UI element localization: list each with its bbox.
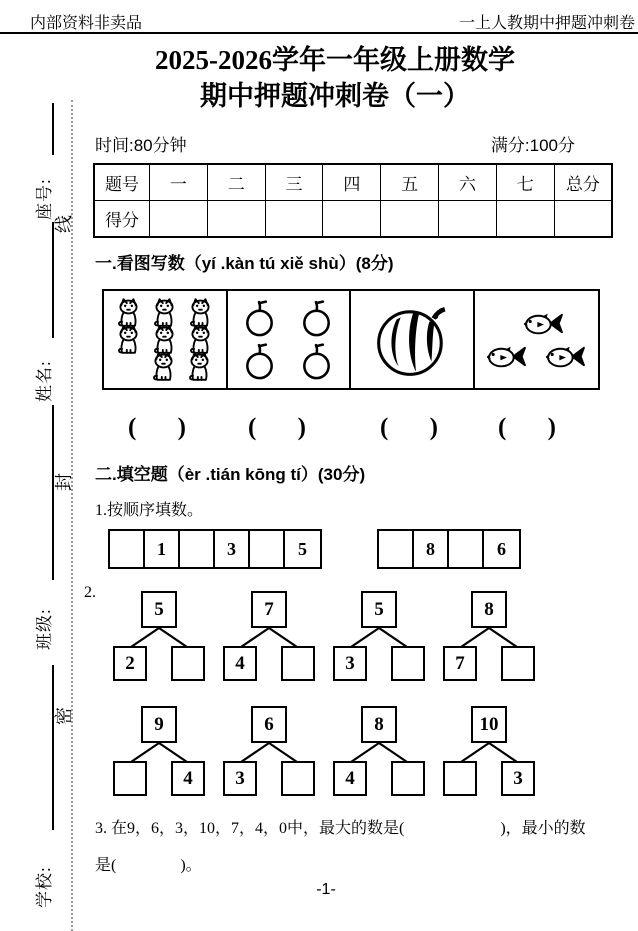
seal-char-xian: 线 bbox=[54, 215, 74, 233]
bond-box-filled: 3 bbox=[333, 646, 367, 681]
question3-line1: 3. 在9，6，3，10，7，4，0中，最大的数是( )，最小的数 bbox=[95, 820, 586, 837]
bond-box-filled: 8 bbox=[471, 591, 507, 628]
class-label: 班级: bbox=[35, 608, 54, 650]
bond-box-filled: 8 bbox=[361, 706, 397, 743]
score-cell bbox=[381, 201, 439, 238]
header-rule bbox=[0, 32, 638, 34]
seal-blank-line bbox=[52, 222, 54, 338]
paper-title-line2: 期中押题冲刺卷（一） bbox=[200, 81, 470, 111]
seal-blank-line bbox=[52, 103, 54, 155]
strip-cell-blank bbox=[379, 531, 414, 567]
apple-icon bbox=[300, 343, 333, 380]
strip-cell-filled: 6 bbox=[497, 538, 506, 559]
cat-icon bbox=[186, 351, 213, 382]
paren-close: ) bbox=[297, 414, 306, 441]
score-cell bbox=[265, 201, 323, 238]
bond-box-filled: 2 bbox=[113, 646, 147, 681]
question-number-cell: 二 bbox=[207, 164, 265, 201]
header-right-text: 一上人教期中押题冲刺卷 bbox=[458, 15, 635, 32]
paren-open: ( bbox=[498, 414, 507, 441]
paper-title-line1: 2025-2026学年一年级上册数学 bbox=[155, 45, 515, 75]
fish-icon bbox=[544, 342, 587, 371]
score-cell bbox=[439, 201, 497, 238]
bond-box-blank bbox=[113, 761, 147, 796]
picture-cell-fish bbox=[475, 291, 599, 388]
number-strip-2 bbox=[377, 529, 521, 569]
score-cell bbox=[554, 201, 612, 238]
answer-parentheses bbox=[380, 414, 438, 442]
score-cell bbox=[150, 201, 208, 238]
answer-parentheses bbox=[128, 414, 186, 442]
bond-box-blank bbox=[281, 646, 315, 681]
number-bond-row-2 bbox=[113, 706, 535, 796]
fish-row bbox=[475, 342, 599, 371]
strip-cell-blank bbox=[449, 531, 484, 567]
strip-cell-filled: 1 bbox=[145, 531, 180, 567]
apple-icon bbox=[243, 300, 276, 337]
number-bond-row-1 bbox=[113, 591, 535, 681]
cat-row bbox=[104, 351, 226, 382]
fish-icon bbox=[522, 309, 565, 338]
bond-box-blank bbox=[501, 646, 535, 681]
page-number: -1- bbox=[316, 881, 336, 898]
question1-label: 1.按顺序填数。 bbox=[95, 502, 204, 519]
bond-box-filled: 3 bbox=[501, 761, 535, 796]
seal-char-mi: 密 bbox=[54, 707, 74, 725]
fish-icon bbox=[485, 342, 528, 371]
bond-box-filled: 4 bbox=[333, 761, 367, 796]
strip-cell-blank bbox=[180, 531, 215, 567]
number-bond bbox=[333, 706, 425, 796]
fish-row bbox=[475, 309, 599, 338]
apple-row bbox=[228, 343, 350, 380]
picture-grid bbox=[102, 289, 600, 390]
question-number-cell: 五 bbox=[381, 164, 439, 201]
table-row-label: 题号 bbox=[94, 164, 150, 201]
question2-label: 2. bbox=[84, 584, 96, 601]
bond-box-blank bbox=[171, 646, 205, 681]
name-label: 姓名: bbox=[35, 360, 54, 402]
score-cell bbox=[207, 201, 265, 238]
full-score-text: 满分:100分 bbox=[490, 136, 575, 155]
meta-row bbox=[95, 131, 575, 156]
seal-blank-line bbox=[52, 405, 54, 580]
number-bond bbox=[113, 706, 205, 796]
time-limit-text: 时间:80分钟 bbox=[95, 136, 187, 155]
picture-cell-cats bbox=[104, 291, 228, 388]
question3-text bbox=[95, 810, 585, 884]
score-table bbox=[93, 163, 613, 238]
paren-close: ) bbox=[547, 414, 556, 441]
bond-box-blank bbox=[391, 761, 425, 796]
header-left-text: 内部资料非卖品 bbox=[30, 15, 143, 32]
question-number-cell: 三 bbox=[265, 164, 323, 201]
paper-title bbox=[95, 42, 575, 114]
number-bond bbox=[223, 591, 315, 681]
bond-box-blank bbox=[281, 761, 315, 796]
paren-close: ) bbox=[177, 414, 186, 441]
seat-number-label: 座号: bbox=[35, 178, 54, 220]
number-bond bbox=[113, 591, 205, 681]
strip-cell-filled: 8 bbox=[414, 531, 449, 567]
cat-icon bbox=[150, 351, 177, 382]
seal-blank-line bbox=[52, 665, 54, 830]
bond-box-blank bbox=[443, 761, 477, 796]
paren-open: ( bbox=[380, 414, 389, 441]
picture-cell-apples bbox=[228, 291, 352, 388]
bond-box-filled: 4 bbox=[171, 761, 205, 796]
strip-cell-blank bbox=[250, 531, 285, 567]
question3-line2: 是( )。 bbox=[95, 857, 202, 874]
number-bond bbox=[443, 706, 535, 796]
school-label: 学校: bbox=[35, 866, 54, 908]
strip-cell-filled: 3 bbox=[215, 531, 250, 567]
bond-box-blank bbox=[391, 646, 425, 681]
bond-box-filled: 4 bbox=[223, 646, 257, 681]
section1-heading: 一.看图写数（yí .kàn tú xiě shù）(8分) bbox=[95, 254, 394, 273]
picture-cell-watermelon bbox=[351, 291, 475, 388]
paren-close: ) bbox=[429, 414, 438, 441]
apple-icon bbox=[300, 300, 333, 337]
question-number-cell: 四 bbox=[323, 164, 381, 201]
number-strip-1 bbox=[108, 529, 322, 569]
bond-box-filled: 5 bbox=[141, 591, 177, 628]
paren-open: ( bbox=[248, 414, 257, 441]
bond-box-filled: 6 bbox=[251, 706, 287, 743]
apple-row bbox=[228, 300, 350, 337]
table-row-label: 得分 bbox=[94, 201, 150, 238]
seal-dotted-line bbox=[71, 100, 73, 931]
apple-icon bbox=[243, 343, 276, 380]
bond-box-filled: 7 bbox=[443, 646, 477, 681]
number-bond bbox=[223, 706, 315, 796]
strip-cell-filled: 5 bbox=[298, 538, 307, 559]
watermelon-icon bbox=[372, 301, 452, 379]
answer-parentheses bbox=[498, 414, 556, 442]
number-bond bbox=[443, 591, 535, 681]
seal-char-feng: 封 bbox=[54, 473, 74, 491]
strip-cell-blank bbox=[110, 531, 145, 567]
answer-parentheses bbox=[248, 414, 306, 442]
bond-box-filled: 5 bbox=[361, 591, 397, 628]
bond-box-filled: 10 bbox=[471, 706, 507, 743]
question-number-cell: 一 bbox=[150, 164, 208, 201]
question-number-cell: 七 bbox=[496, 164, 554, 201]
question-number-cell: 总分 bbox=[554, 164, 612, 201]
bond-box-filled: 9 bbox=[141, 706, 177, 743]
score-cell bbox=[323, 201, 381, 238]
paren-open: ( bbox=[128, 414, 137, 441]
number-bond bbox=[333, 591, 425, 681]
bond-box-filled: 7 bbox=[251, 591, 287, 628]
watermelon-row bbox=[351, 301, 473, 379]
score-cell bbox=[496, 201, 554, 238]
question-number-cell: 六 bbox=[439, 164, 497, 201]
section2-heading: 二.填空题（èr .tián kōng tí）(30分) bbox=[95, 465, 366, 484]
bond-box-filled: 3 bbox=[223, 761, 257, 796]
